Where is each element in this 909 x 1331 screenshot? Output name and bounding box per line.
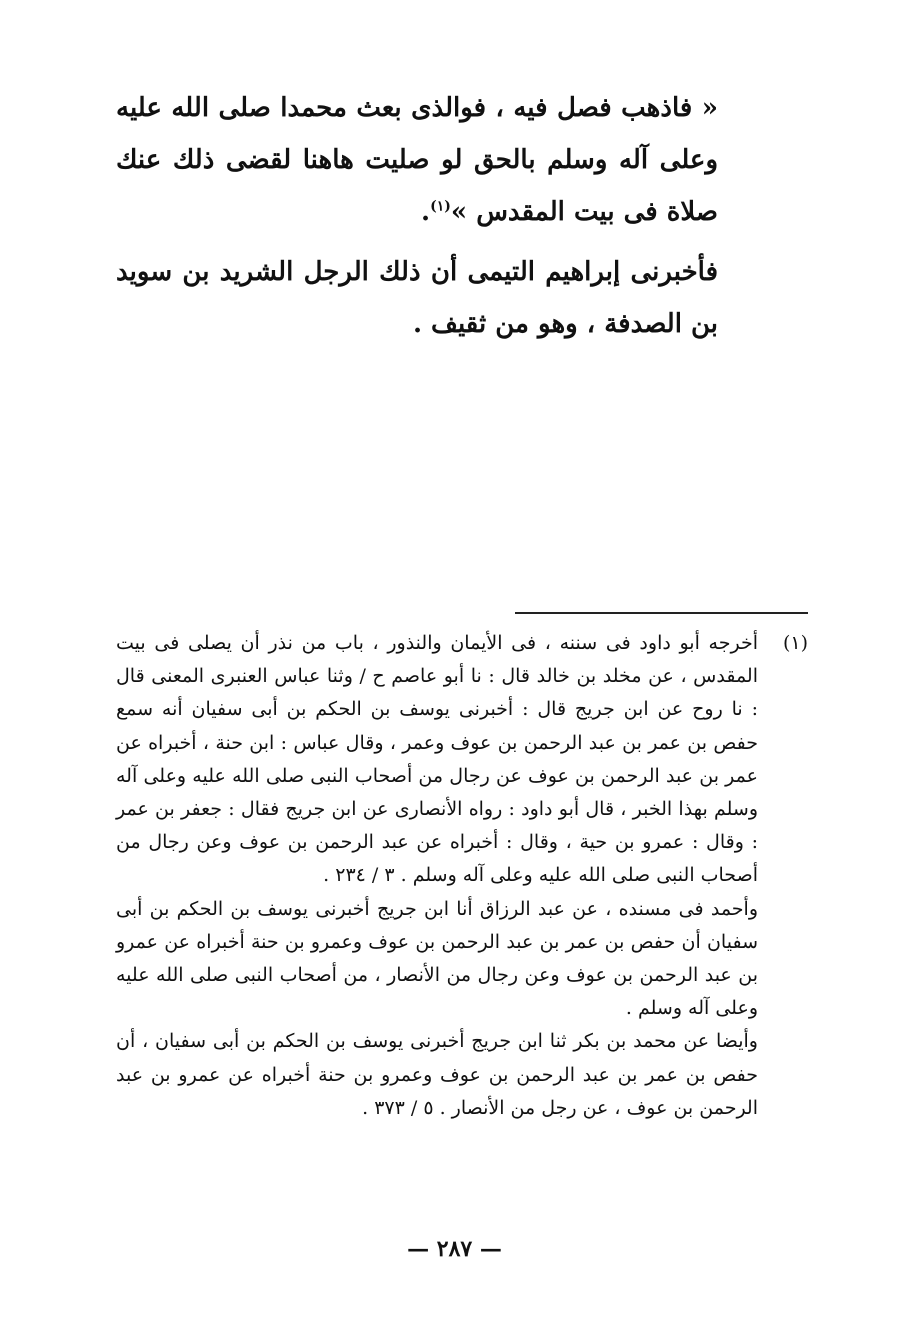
footnote bbox=[116, 627, 808, 1125]
main-paragraph-1 bbox=[116, 82, 718, 238]
main-paragraph-2: فأخبرنى إبراهيم التيمى أن ذلك الرجل الشريد بن سويد بن الصدفة ، وهو من ثقيف . bbox=[116, 257, 718, 339]
footnote-paragraph-3: وأيضا عن محمد بن بكر ثنا ابن جريج أخبرنى يوسف بن الحكم بن أبى سفيان ، أن حفص بن عمر بن عبد الرحمن بن عوف وعمرو بن حنة أخبراه عن عمرو بن عبد الرحمن بن عوف ، عن رجل من الأنصار . ٥ / ٣٧٣ . bbox=[116, 1030, 758, 1119]
footnote-number: (١) bbox=[782, 632, 808, 654]
footnote-body bbox=[116, 627, 758, 1125]
main-text bbox=[116, 82, 718, 350]
footnote-separator bbox=[515, 612, 808, 614]
main-paragraph-1-text: « فاذهب فصل فيه ، فوالذى بعث محمدا صلى الله عليه وعلى آله وسلم بالحق لو صليت هاهنا لقضى ذلك عنك صلاة فى بيت المقدس » bbox=[116, 93, 718, 227]
footnote-paragraph-2: وأحمد فى مسنده ، عن عبد الرزاق أنا ابن جريج أخبرنى يوسف بن الحكم بن أبى سفيان أن حفص بن عمر بن عبد الرحمن بن عوف وعمرو بن حنة أخبراه عن عمرو بن عبد الرحمن بن عوف وعن رجال من الأنصار ، من أصحاب النبى صلى الله عليه وعلى آله وسلم . bbox=[116, 897, 758, 1020]
main-paragraph-1-end: . bbox=[421, 197, 431, 227]
footnote-reference[interactable]: (١) bbox=[430, 198, 451, 215]
page-number: — ٢٨٧ — bbox=[407, 1236, 502, 1262]
footnote-paragraph-1: أخرجه أبو داود فى سننه ، فى الأيمان والنذور ، باب من نذر أن يصلى فى بيت المقدس ، عن مخلد بن خالد قال : نا أبو عاصم ح / وثنا عباس العنبرى المعنى قال : نا روح عن ابن جريج قال : أخبرنى يوسف بن الحكم بن أبى سفيان أنه سمع حفص بن عمر بن عبد الرحمن بن عوف وعمر ، وقال عباس : ابن حنة ، أخبراه عن عمر بن عبد الرحمن بن عوف عن رجال من أصحاب النبى صلى الله عليه وعلى آله وسلم بهذا الخبر ، قال أبو داود : رواه الأنصارى عن ابن جريج فقال : جعفر بن عمر : وقال : عمرو بن حية ، وقال : أخبراه عن عبد الرحمن بن عوف وعن رجال من أصحاب النبى صلى الله عليه وعلى آله وسلم . ٣ / ٢٣٤ . bbox=[116, 632, 758, 887]
